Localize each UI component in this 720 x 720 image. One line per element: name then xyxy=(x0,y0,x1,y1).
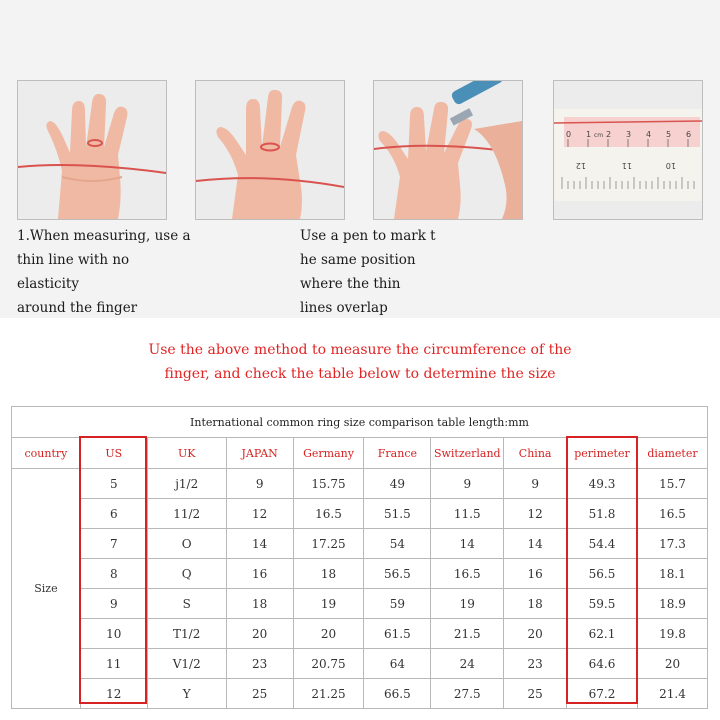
cell-switzerland: 27.5 xyxy=(431,679,504,709)
cell-germany: 17.25 xyxy=(293,529,364,559)
instruction-line-2: finger, and check the table below to determine the size xyxy=(164,366,556,382)
caption-right-line-3: where the thin xyxy=(300,276,401,292)
cell-us: 6 xyxy=(80,499,147,529)
caption-marking xyxy=(300,224,436,320)
ruler-illustration xyxy=(554,81,702,219)
caption-right-line-4: lines overlap xyxy=(300,300,388,316)
cell-japan: 18 xyxy=(226,589,293,619)
size-instruction xyxy=(0,338,720,386)
cell-japan: 25 xyxy=(226,679,293,709)
cell-germany: 18 xyxy=(293,559,364,589)
cell-perimeter: 62.1 xyxy=(567,619,638,649)
cell-germany: 15.75 xyxy=(293,469,364,499)
cell-perimeter: 67.2 xyxy=(567,679,638,709)
photo-hand-string-wrap-2 xyxy=(195,80,345,220)
header-country: country xyxy=(12,438,81,469)
table-title-row xyxy=(12,407,708,438)
cell-perimeter: 56.5 xyxy=(567,559,638,589)
table-row xyxy=(12,589,708,619)
table-row xyxy=(12,469,708,499)
cell-uk: 11/2 xyxy=(147,499,226,529)
cell-uk: S xyxy=(147,589,226,619)
ruler-tick-3: 3 xyxy=(626,130,632,139)
header-china: China xyxy=(504,438,567,469)
caption-left-line-1: 1.When measuring, use a xyxy=(17,228,191,244)
cell-china: 23 xyxy=(504,649,567,679)
cell-us: 9 xyxy=(80,589,147,619)
cell-japan: 12 xyxy=(226,499,293,529)
header-perimeter: perimeter xyxy=(567,438,638,469)
hand-pen-illustration xyxy=(374,81,522,219)
header-us: US xyxy=(80,438,147,469)
cell-france: 49 xyxy=(364,469,431,499)
cell-perimeter: 49.3 xyxy=(567,469,638,499)
cell-china: 20 xyxy=(504,619,567,649)
caption-right-line-1: Use a pen to mark t xyxy=(300,228,436,244)
instruction-line-1: Use the above method to measure the circumference of the xyxy=(148,342,572,358)
cell-us: 10 xyxy=(80,619,147,649)
cell-diameter: 16.5 xyxy=(637,499,707,529)
photo-pen-marking xyxy=(373,80,523,220)
cell-china: 16 xyxy=(504,559,567,589)
cell-uk: j1/2 xyxy=(147,469,226,499)
cell-perimeter: 54.4 xyxy=(567,529,638,559)
cell-france: 51.5 xyxy=(364,499,431,529)
header-uk: UK xyxy=(147,438,226,469)
table-row xyxy=(12,679,708,709)
table-row xyxy=(12,649,708,679)
ruler-tick-0: 0 xyxy=(566,130,572,139)
cell-china: 14 xyxy=(504,529,567,559)
cell-japan: 23 xyxy=(226,649,293,679)
cell-us: 11 xyxy=(80,649,147,679)
ruler-tick-4: 4 xyxy=(646,130,652,139)
cell-france: 64 xyxy=(364,649,431,679)
cell-france: 54 xyxy=(364,529,431,559)
table-row xyxy=(12,559,708,589)
cell-uk: V1/2 xyxy=(147,649,226,679)
cell-germany: 19 xyxy=(293,589,364,619)
cell-diameter: 20 xyxy=(637,649,707,679)
header-germany: Germany xyxy=(293,438,364,469)
cell-japan: 9 xyxy=(226,469,293,499)
table-body xyxy=(12,469,708,709)
ruler-tick-6: 6 xyxy=(686,130,692,139)
cell-japan: 14 xyxy=(226,529,293,559)
cell-uk: T1/2 xyxy=(147,619,226,649)
cell-china: 25 xyxy=(504,679,567,709)
cell-germany: 20.75 xyxy=(293,649,364,679)
cell-france: 59 xyxy=(364,589,431,619)
ruler-tick-1: 1 xyxy=(586,130,592,139)
table-header-row xyxy=(12,438,708,469)
size-row-label: Size xyxy=(12,469,81,709)
cell-uk: O xyxy=(147,529,226,559)
cell-switzerland: 11.5 xyxy=(431,499,504,529)
ruler-tick-2: 2 xyxy=(606,130,612,139)
cell-perimeter: 51.8 xyxy=(567,499,638,529)
ruler-bottom-tick-12: 12 xyxy=(575,161,586,170)
cell-diameter: 18.1 xyxy=(637,559,707,589)
cell-china: 12 xyxy=(504,499,567,529)
caption-left-line-2: thin line with no xyxy=(17,252,130,268)
caption-measuring xyxy=(17,224,191,320)
cell-us: 7 xyxy=(80,529,147,559)
cell-germany: 21.25 xyxy=(293,679,364,709)
cell-japan: 20 xyxy=(226,619,293,649)
cell-germany: 20 xyxy=(293,619,364,649)
cell-switzerland: 19 xyxy=(431,589,504,619)
table-row xyxy=(12,499,708,529)
ruler-bottom-tick-10: 10 xyxy=(665,161,676,170)
cell-germany: 16.5 xyxy=(293,499,364,529)
cell-diameter: 17.3 xyxy=(637,529,707,559)
cell-france: 56.5 xyxy=(364,559,431,589)
table-row xyxy=(12,619,708,649)
cell-diameter: 21.4 xyxy=(637,679,707,709)
cell-us: 12 xyxy=(80,679,147,709)
cell-switzerland: 21.5 xyxy=(431,619,504,649)
cell-switzerland: 16.5 xyxy=(431,559,504,589)
cell-diameter: 19.8 xyxy=(637,619,707,649)
header-diameter: diameter xyxy=(637,438,707,469)
ruler-bottom-tick-11: 11 xyxy=(621,161,632,170)
ruler-tick-5: 5 xyxy=(666,130,672,139)
cell-diameter: 15.7 xyxy=(637,469,707,499)
cell-diameter: 18.9 xyxy=(637,589,707,619)
ruler-unit: cm xyxy=(594,132,604,139)
cell-switzerland: 14 xyxy=(431,529,504,559)
cell-switzerland: 9 xyxy=(431,469,504,499)
ring-size-table xyxy=(11,406,708,709)
caption-left-line-4: around the finger xyxy=(17,300,138,316)
hand-illustration-2 xyxy=(196,81,344,219)
caption-left-line-3: elasticity xyxy=(17,276,79,292)
cell-china: 18 xyxy=(504,589,567,619)
caption-right-line-2: he same position xyxy=(300,252,416,268)
photo-ruler xyxy=(553,80,703,220)
cell-france: 61.5 xyxy=(364,619,431,649)
cell-perimeter: 64.6 xyxy=(567,649,638,679)
cell-japan: 16 xyxy=(226,559,293,589)
table-title: International common ring size comparison table length:mm xyxy=(12,407,708,438)
cell-france: 66.5 xyxy=(364,679,431,709)
cell-perimeter: 59.5 xyxy=(567,589,638,619)
cell-us: 5 xyxy=(80,469,147,499)
cell-us: 8 xyxy=(80,559,147,589)
hand-illustration-1 xyxy=(18,81,166,219)
cell-uk: Q xyxy=(147,559,226,589)
header-japan: JAPAN xyxy=(226,438,293,469)
cell-china: 9 xyxy=(504,469,567,499)
photo-hand-string-wrap xyxy=(17,80,167,220)
header-switzerland: Switzerland xyxy=(431,438,504,469)
cell-uk: Y xyxy=(147,679,226,709)
cell-switzerland: 24 xyxy=(431,649,504,679)
header-france: France xyxy=(364,438,431,469)
table-row xyxy=(12,529,708,559)
